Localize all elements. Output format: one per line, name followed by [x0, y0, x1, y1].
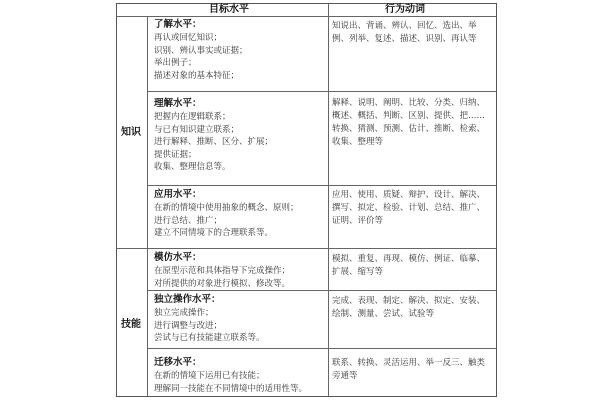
objectives-table — [116, 3, 497, 397]
level-desc-line: 举出例子； — [154, 58, 197, 69]
header-action-verbs: 行为动词 — [385, 4, 425, 15]
level-desc-line: 识别、辨认事实或证据； — [154, 45, 248, 56]
level-cell-application — [154, 188, 299, 240]
level-desc-line: 对所提供的对象进行模拟、修改等。 — [154, 278, 291, 289]
section-divider — [117, 248, 496, 249]
level-desc-line: 描述对象的基本特征； — [154, 70, 240, 81]
verbs-cell-comprehension: 解释、说明、阐明、比较、分类、归纳、概述、概括、判断、区别、提供、把……转换、猜测、预测、估计、推断、检索、收集、整理等 — [332, 98, 486, 147]
level-desc-line: 把握内在逻辑联系； — [154, 112, 231, 122]
col-divider — [328, 4, 329, 396]
level-desc-line: 建立不同情境下的合理联系等。 — [154, 228, 274, 239]
category-skills: 技能 — [121, 319, 141, 330]
verbs-cell-transfer: 联系、转换、灵活运用、举一反三、触类旁通等 — [332, 358, 486, 381]
verbs-cell-understand-basic: 知说出、背诵、辨认、回忆、选出、举例、列举、复述、描述、识别、再认等 — [332, 21, 477, 44]
verbs-cell-imitation: 模拟、重复、再现、模仿、例证、临摹、扩展、缩写等 — [332, 254, 486, 277]
verbs-cell-application: 应用、使用、质疑、辩护、设计、解决、撰写、拟定、检验、计划、总结、推广、证明、评价等 — [332, 190, 486, 226]
row-divider — [147, 185, 496, 186]
level-desc-line: 收集、整理信息等。 — [154, 162, 231, 173]
level-title: 模仿水平： — [154, 252, 202, 263]
level-desc-line: 独立完成操作； — [154, 308, 214, 318]
level-desc-line: 理解同一技能在不同情境中的适用性等。 — [154, 383, 308, 394]
category-knowledge: 知识 — [121, 127, 141, 138]
level-desc-line: 进行总结、推广； — [154, 215, 223, 226]
level-cell-imitation — [154, 251, 290, 290]
level-desc-line: 提供证据； — [154, 149, 197, 160]
level-desc-line: 在新的情境中使用抽象的概念、原则； — [154, 203, 299, 213]
level-desc-line: 进行解释、推断、区分、扩展； — [154, 137, 274, 148]
level-desc-line: 在原型示范和具体指导下完成操作； — [154, 266, 291, 276]
level-cell-independent-operation — [154, 293, 265, 345]
level-desc-line: 在新的情境下运用已有技能； — [154, 371, 265, 381]
level-cell-comprehension — [154, 97, 273, 174]
row-divider — [117, 16, 496, 17]
level-title: 应用水平： — [154, 189, 202, 200]
header-goal-level: 目标水平 — [209, 4, 249, 15]
col-divider — [147, 16, 148, 396]
level-title: 理解水平： — [154, 98, 202, 109]
level-cell-transfer — [154, 356, 307, 395]
row-divider — [147, 348, 496, 349]
verbs-cell-independent-operation: 完成、表现、制定、解决、拟定、安装、绘制、测量、尝试、试验等 — [332, 296, 486, 319]
level-desc-line: 再认或回忆知识； — [154, 33, 223, 43]
level-desc-line: 尝试与已有技能建立联系等。 — [154, 333, 265, 344]
row-divider — [147, 91, 496, 92]
level-desc-line: 与已有知识建立联系； — [154, 124, 240, 135]
level-title: 了解水平： — [154, 19, 202, 30]
level-cell-understand-basic — [154, 18, 248, 82]
level-title: 迁移水平： — [154, 357, 202, 368]
level-title: 独立操作水平： — [154, 294, 221, 305]
level-desc-line: 进行调整与改进； — [154, 320, 223, 331]
